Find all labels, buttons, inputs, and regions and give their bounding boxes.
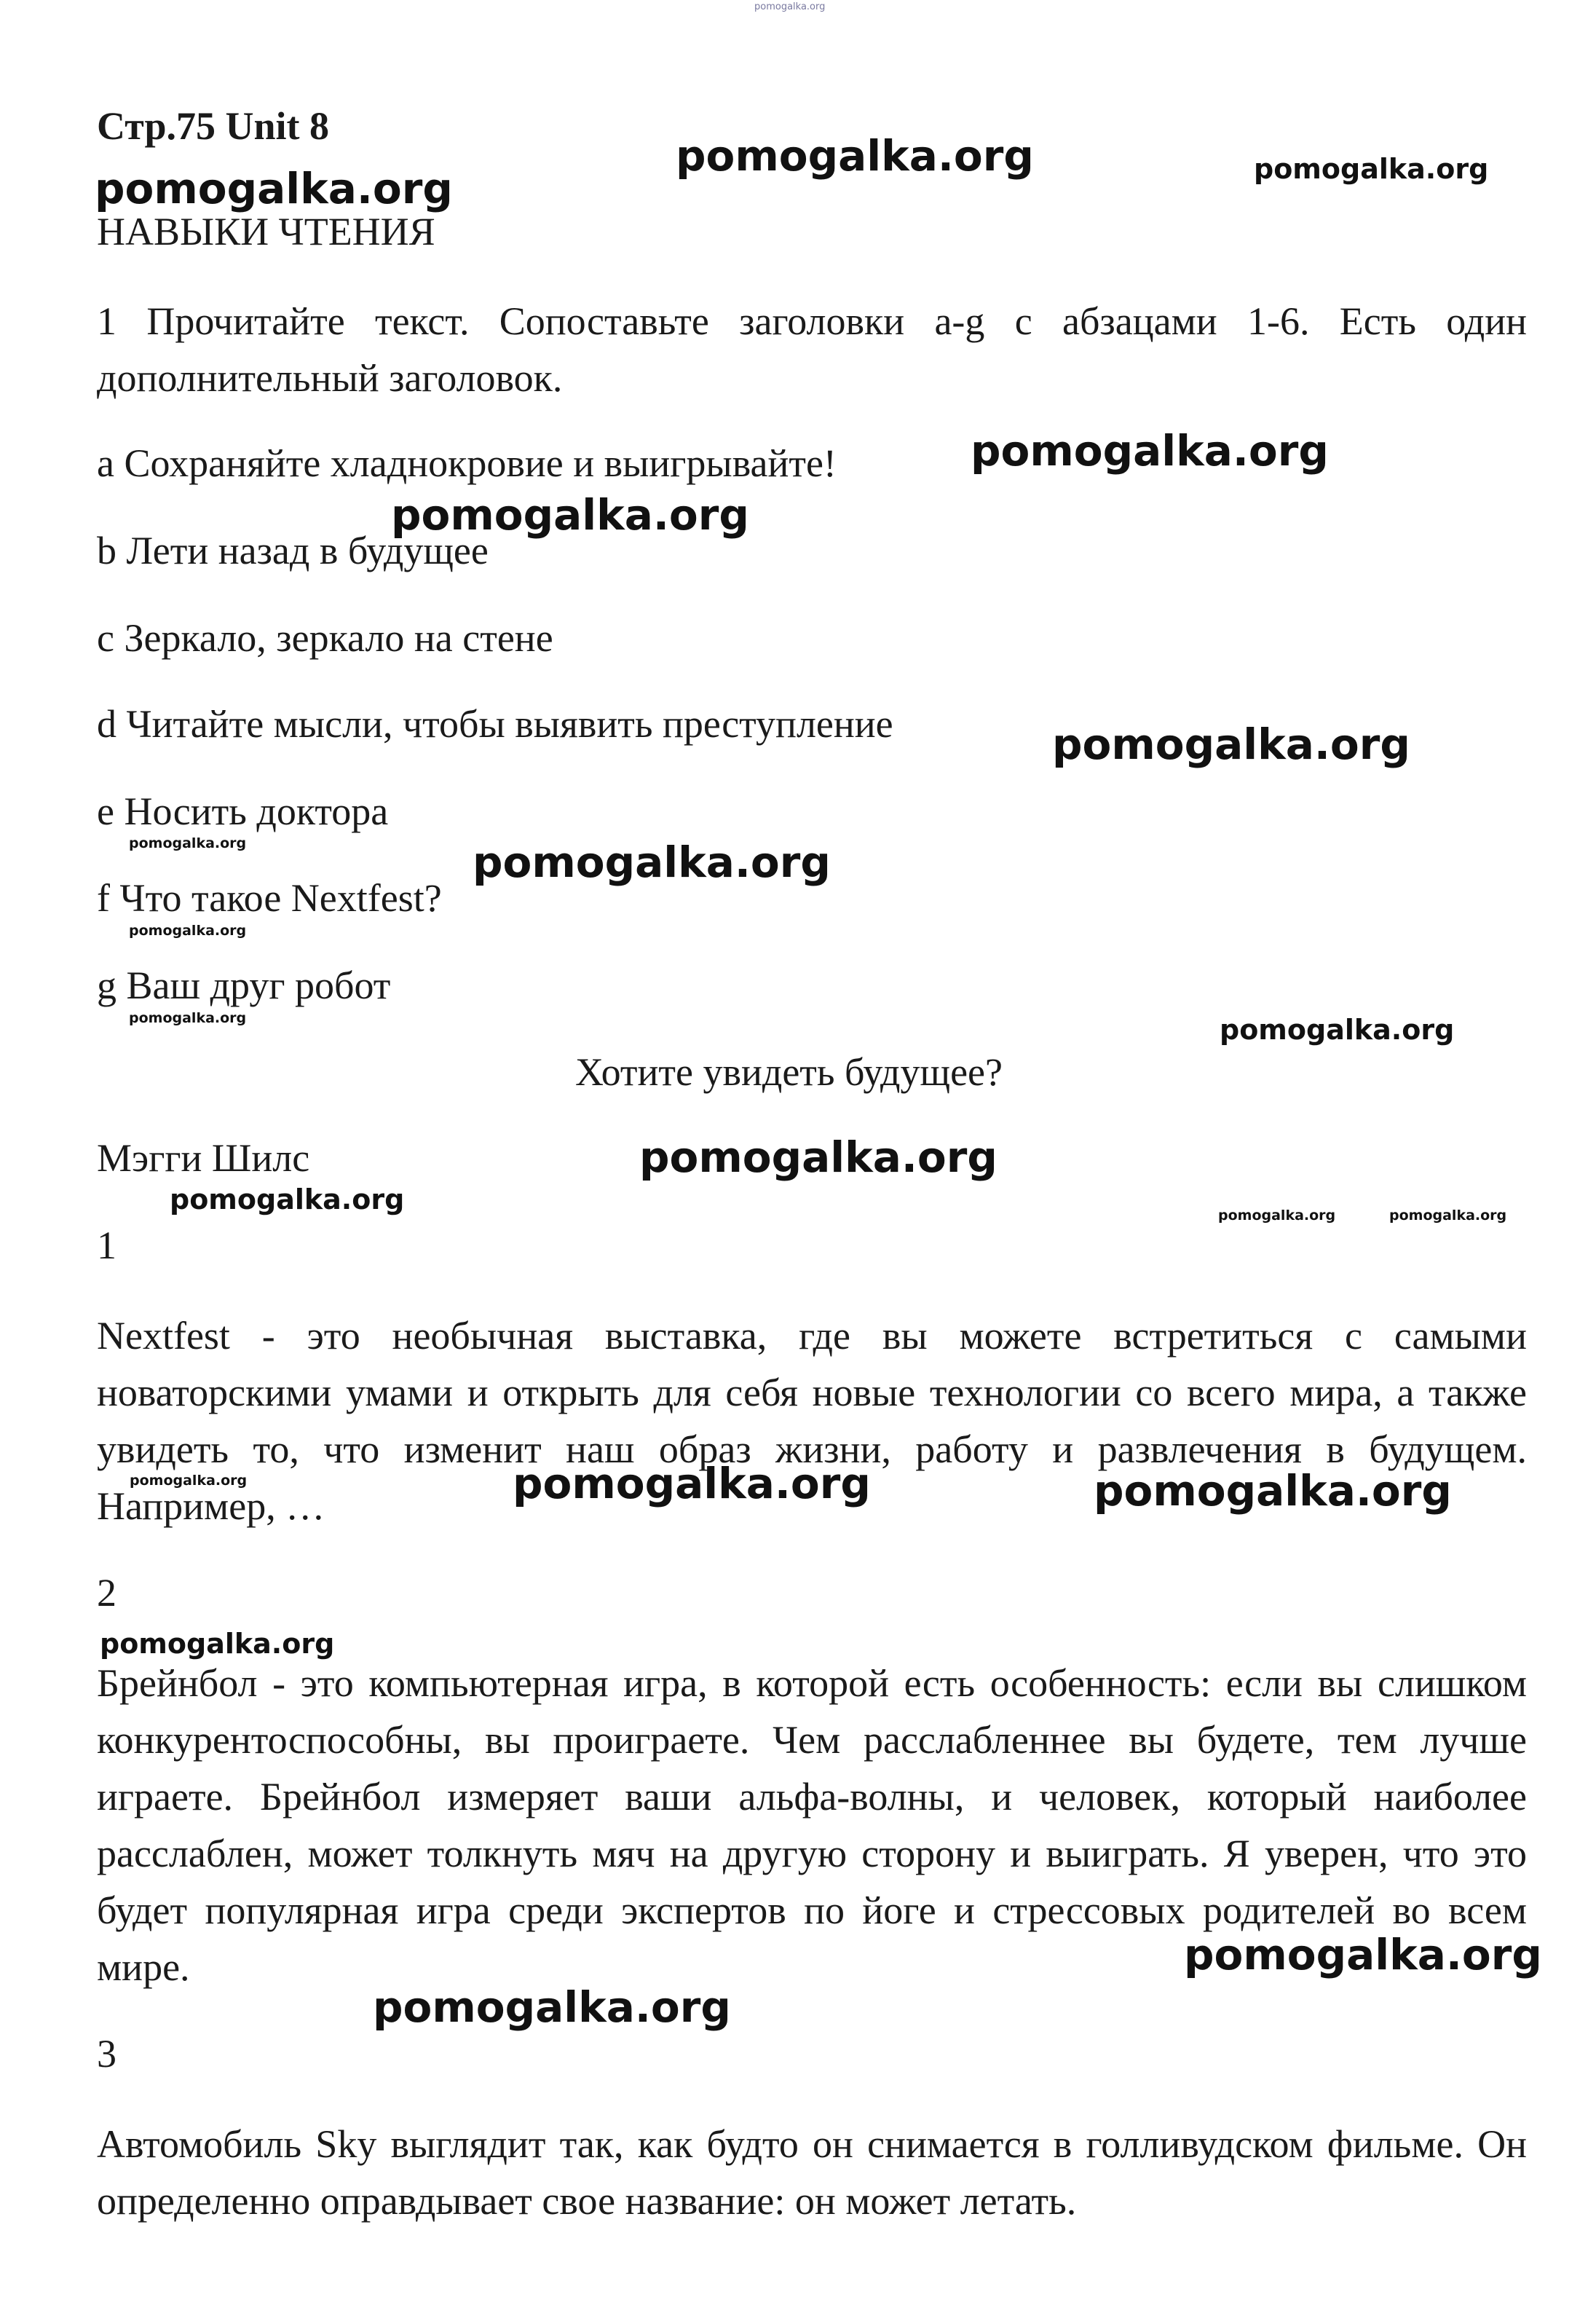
heading-option-g: g Ваш друг робот [97,964,391,1007]
watermark: pomogalka.org [95,164,453,213]
watermark: pomogalka.org [100,1628,335,1660]
watermark: pomogalka.org [513,1459,871,1508]
watermark: pomogalka.org [130,1473,248,1489]
watermark: pomogalka.org [373,1982,731,2032]
watermark: pomogalka.org [1094,1466,1452,1516]
task-instruction: 1 Прочитайте текст. Сопоставьте заголовки a-g с абзацами 1-6. Есть один дополнительный заголовок. [97,299,1527,400]
watermark: pomogalka.org [639,1132,998,1182]
article-author: Мэгги Шилс [97,1136,310,1180]
paragraph-text: Nextfest - это необычная выставка, где вы можете встретиться с самыми новаторскими умами и открыть для себя новые технологии со всего мира, а также увидеть то, что изменит наш образ жизни, работу и развлечения в будущем. Например, … [97,1314,1527,1528]
paragraph-text: Брейнбол - это компьютерная игра, в которой есть особенность: если вы слишком конкурентоспособны, вы проиграете. Чем расслабленнее вы будете, тем лучше играете. Брейнбол измеряет ваши альфа-волны, и человек, который наиболее расслаблен, может толкнуть мяч на другую сторону и выиграть. Я уверен, что это будет популярная игра среди экспертов по йоге и стрессовых родителей во всем мире. [97,1661,1527,1989]
article-title: Хотите увидеть будущее? [575,1050,1003,1094]
heading-option-d: d Читайте мысли, чтобы выявить преступление [97,702,893,746]
watermark: pomogalka.org [473,838,831,887]
watermark: pomogalka.org [1184,1930,1542,1979]
section-title: НАВЫКИ ЧТЕНИЯ [97,210,435,253]
watermark: pomogalka.org [170,1183,405,1216]
watermark: pomogalka.org [1052,720,1410,769]
watermark: pomogalka.org [754,1,826,12]
watermark: pomogalka.org [129,923,247,939]
watermark: pomogalka.org [1218,1207,1336,1224]
watermark: pomogalka.org [1220,1014,1455,1046]
heading-option-f: f Что такое Nextfest? [97,876,442,920]
heading-option-e: e Носить доктора [97,789,389,833]
paragraph-text: Автомобиль Sky выглядит так, как будто он снимается в голливудском фильме. Он определенно оправдывает свое название: он может летать. [97,2122,1527,2223]
watermark: pomogalka.org [971,426,1329,476]
page-title: Стр.75 Unit 8 [97,104,330,148]
watermark: pomogalka.org [1254,153,1489,185]
heading-option-a: a Сохраняйте хладнокровие и выигрывайте! [97,441,837,485]
heading-option-c: c Зеркало, зеркало на стене [97,616,553,660]
heading-option-b: b Лети назад в будущее [97,529,489,572]
watermark: pomogalka.org [129,835,247,851]
paragraph-number: 1 [97,1224,116,1267]
watermark: pomogalka.org [391,490,749,540]
watermark: pomogalka.org [676,131,1034,181]
paragraph-number: 2 [97,1571,116,1615]
paragraph-number: 3 [97,2032,116,2076]
watermark: pomogalka.org [1389,1207,1507,1224]
watermark: pomogalka.org [129,1010,247,1026]
